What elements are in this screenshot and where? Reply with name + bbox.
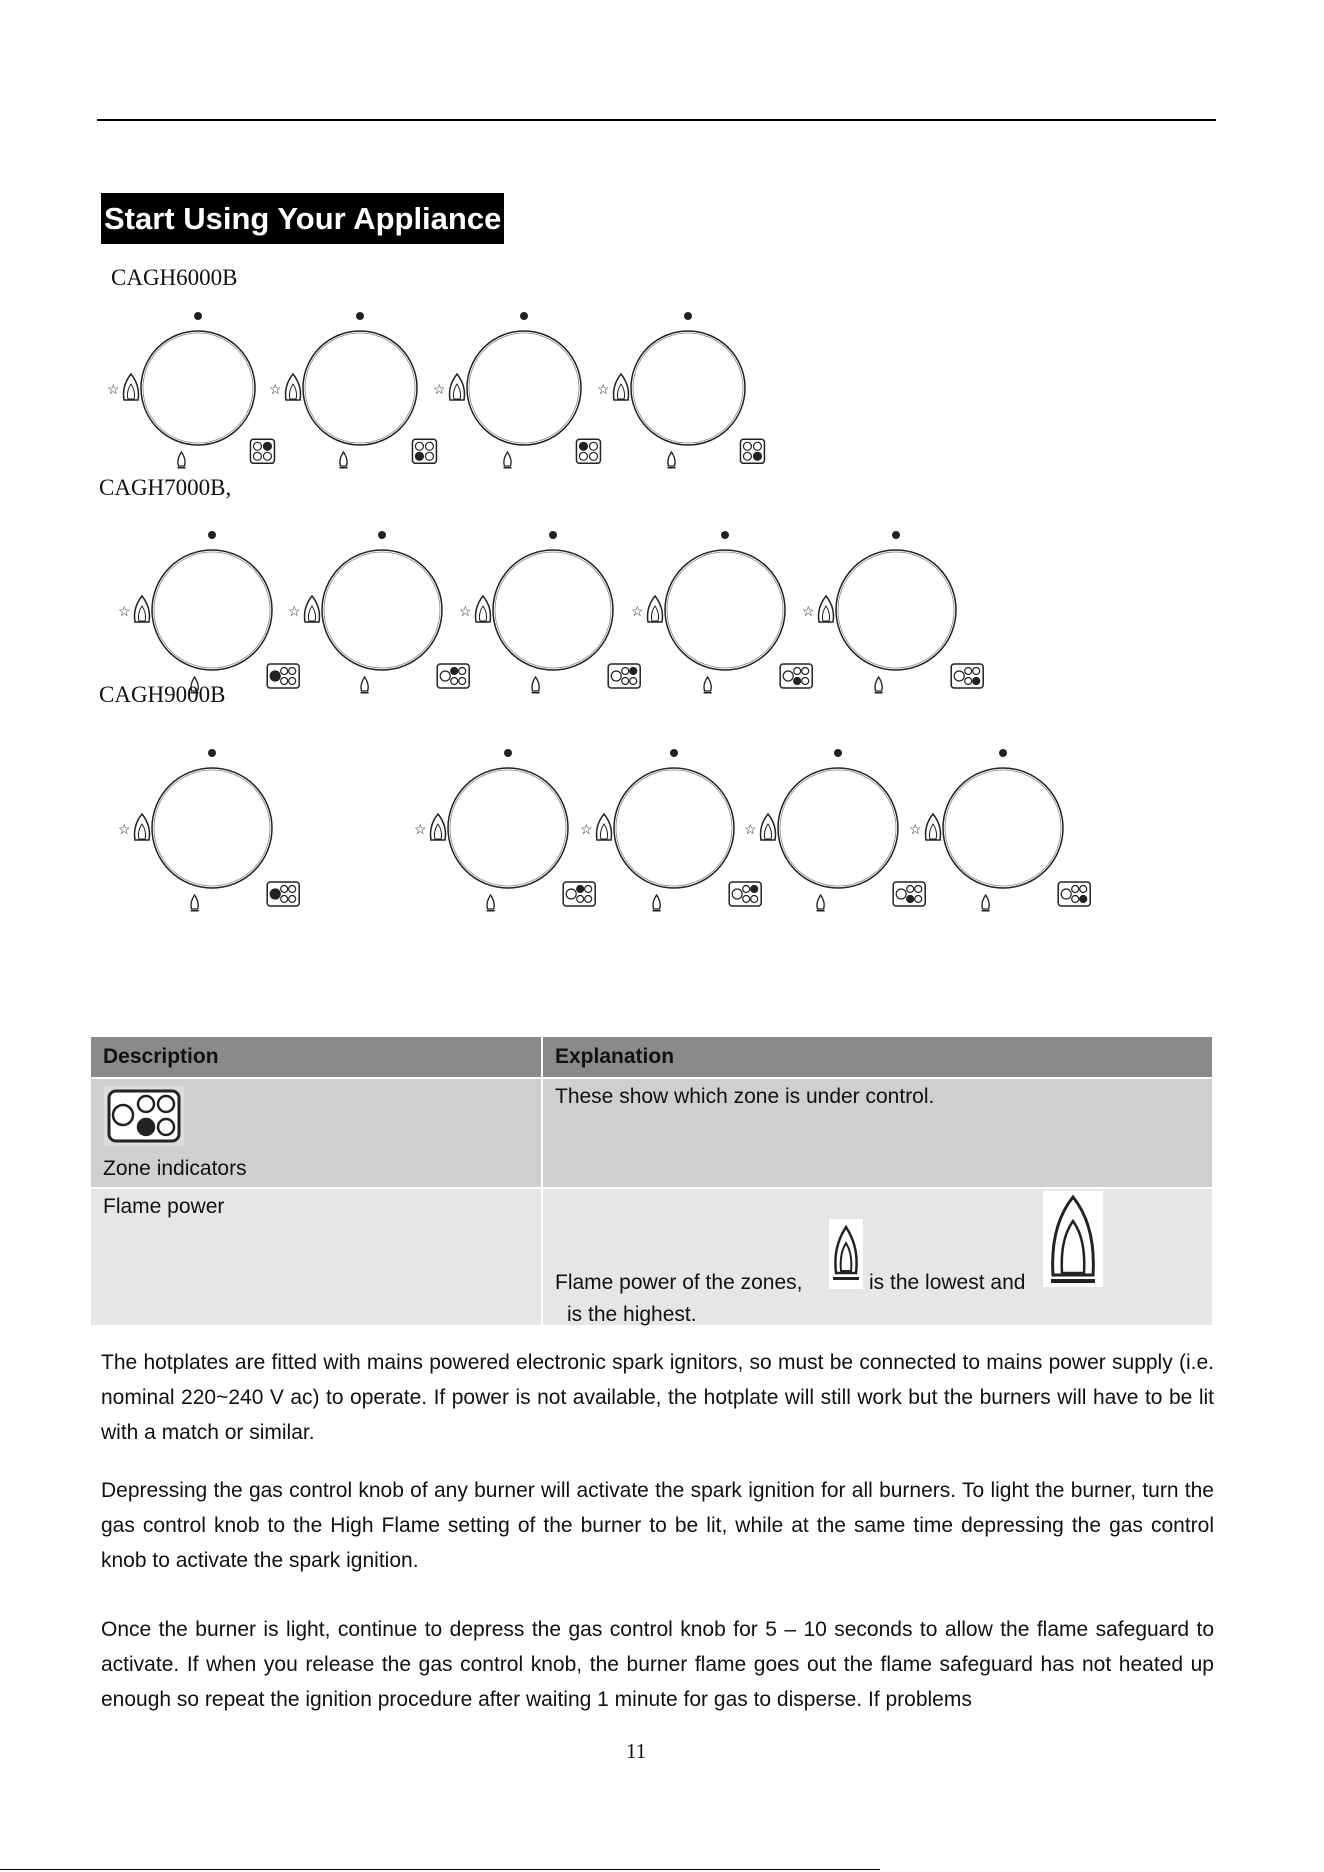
position-dot-icon: [208, 749, 216, 757]
position-dot-icon: [721, 531, 729, 539]
knob-icon: [631, 531, 812, 694]
knob-icon: [459, 531, 640, 694]
zone-indicator-icon: [412, 439, 436, 463]
ignition-star-icon: ☆: [909, 821, 922, 837]
zone-indicator-icon: [1058, 882, 1090, 906]
small-flame-icon: [704, 677, 712, 694]
position-dot-icon: [670, 749, 678, 757]
zone-indicator-icon: [437, 664, 469, 688]
knob-icon: [107, 312, 274, 469]
knob-icon: [802, 531, 983, 694]
position-dot-icon: [684, 312, 692, 320]
knob-icon: [118, 749, 299, 912]
page-number: 11: [626, 1739, 647, 1763]
large-flame-icon: [614, 374, 629, 400]
ignition-star-icon: ☆: [414, 821, 427, 837]
flame-power-text-2: is the lowest and: [869, 1271, 1026, 1294]
knob-icon: [269, 312, 436, 469]
zone-indicator-icon: [250, 439, 274, 463]
small-flame-icon: [817, 895, 825, 912]
ignition-star-icon: ☆: [802, 603, 815, 619]
small-flame-icon: [829, 1219, 863, 1289]
knob-icon: [118, 531, 299, 694]
paragraph-spark-ignitors: The hotplates are fitted with mains powered electronic spark ignitors, so must be connected to mains power supply (i.e. nominal 220~240 V ac) to operate. If power is not available, the hotplate will still work but the burners will have to be lit with a match or similar.: [101, 1351, 1214, 1444]
position-dot-icon: [549, 531, 557, 539]
zone-indicator-icon: [740, 439, 764, 463]
footer-rule: [0, 1869, 880, 1870]
paragraph-lighting: Depressing the gas control knob of any burner will activate the spark ignition for all burners. To light the burner, turn the gas control knob to the High Flame setting of the burner to be lit, while at the same time depressing the gas control knob to activate the spark ignition.: [101, 1479, 1214, 1572]
knob-icon: [744, 749, 925, 912]
table-header-description: Description: [90, 1036, 542, 1078]
ignition-star-icon: ☆: [580, 821, 593, 837]
position-dot-icon: [892, 531, 900, 539]
ignition-star-icon: ☆: [118, 821, 131, 837]
zone-indicator-icon: [893, 882, 925, 906]
knob-icon: [580, 749, 761, 912]
ignition-star-icon: ☆: [459, 603, 472, 619]
zone-indicator-icon: [563, 882, 595, 906]
ignition-star-icon: ☆: [118, 603, 131, 619]
large-flame-icon: [819, 596, 834, 622]
large-flame-icon: [124, 374, 139, 400]
zone-indicator-icon: [267, 882, 299, 906]
description-table: [89, 1035, 1214, 1327]
position-dot-icon: [504, 749, 512, 757]
flame-power-text-3: is the highest.: [567, 1303, 697, 1326]
zone-indicator-icon: [267, 664, 299, 688]
paragraph-flame-safeguard: Once the burner is light, continue to depress the gas control knob for 5 – 10 seconds to allow the flame safeguard to activate. If when you release the gas control knob, the burner flame goes out the flame safeguard has not heated up enough so repeat the ignition procedure after waiting 1 minute for gas to disperse. If problems: [101, 1618, 1214, 1711]
ignition-star-icon: ☆: [433, 381, 446, 397]
small-flame-icon: [982, 895, 990, 912]
model-label-cagh7000b: CAGH7000B,: [99, 475, 232, 500]
small-flame-icon: [191, 895, 199, 912]
knob-icon: [597, 312, 764, 469]
large-flame-icon: [761, 814, 776, 840]
position-dot-icon: [208, 531, 216, 539]
position-dot-icon: [834, 749, 842, 757]
zone-indicators-cell: [90, 1078, 542, 1188]
ignition-star-icon: ☆: [744, 821, 757, 837]
small-flame-icon: [487, 895, 495, 912]
position-dot-icon: [378, 531, 386, 539]
zone-indicator-icon: [951, 664, 983, 688]
knob-row-cagh7000b: [0, 505, 1324, 675]
large-flame-icon: [135, 596, 150, 622]
knob-icon: [414, 749, 595, 912]
large-flame-icon: [476, 596, 491, 622]
zone-indicator-icon: [608, 664, 640, 688]
small-flame-icon: [667, 452, 675, 469]
zone-indicators-explanation: These show which zone is under control.: [542, 1078, 1213, 1188]
large-flame-icon: [450, 374, 465, 400]
knob-row-cagh6000b: [0, 300, 1324, 470]
knob-icon: [909, 749, 1090, 912]
large-flame-icon: [431, 814, 446, 840]
ignition-star-icon: ☆: [269, 381, 282, 397]
zone-indicator-icon: [103, 1085, 185, 1147]
flame-power-label: Flame power: [90, 1188, 542, 1326]
small-flame-icon: [875, 677, 883, 694]
knob-icon: [433, 312, 600, 469]
large-flame-icon: [135, 814, 150, 840]
position-dot-icon: [356, 312, 364, 320]
table-row: [90, 1078, 1213, 1188]
small-flame-icon: [503, 452, 511, 469]
section-title: Start Using Your Appliance: [101, 193, 504, 244]
knob-icon: [288, 531, 469, 694]
zone-indicators-label: Zone indicators: [103, 1157, 247, 1180]
large-flame-icon: [597, 814, 612, 840]
small-flame-icon: [339, 452, 347, 469]
small-flame-icon: [177, 452, 185, 469]
ignition-star-icon: ☆: [107, 381, 120, 397]
position-dot-icon: [194, 312, 202, 320]
small-flame-icon: [653, 895, 661, 912]
large-flame-icon: [926, 814, 941, 840]
model-label-cagh9000b: CAGH9000B: [99, 682, 226, 707]
ignition-star-icon: ☆: [631, 603, 644, 619]
small-flame-icon: [361, 677, 369, 694]
zone-indicator-icon: [780, 664, 812, 688]
zone-indicator-icon: [576, 439, 600, 463]
table-header-explanation: Explanation: [542, 1036, 1213, 1078]
large-flame-icon: [286, 374, 301, 400]
zone-indicator-icon: [729, 882, 761, 906]
flame-power-explanation: [542, 1188, 1213, 1326]
ignition-star-icon: ☆: [597, 381, 610, 397]
ignition-star-icon: ☆: [288, 603, 301, 619]
small-flame-icon: [532, 677, 540, 694]
model-label-cagh6000b: CAGH6000B: [111, 265, 238, 290]
position-dot-icon: [520, 312, 528, 320]
large-flame-icon: [305, 596, 320, 622]
knob-row-cagh9000b: [0, 725, 1324, 895]
large-flame-icon: [648, 596, 663, 622]
header-rule: [97, 119, 1216, 121]
table-row: [90, 1188, 1213, 1326]
position-dot-icon: [999, 749, 1007, 757]
flame-power-text-1: Flame power of the zones,: [555, 1271, 803, 1294]
large-flame-icon: [1043, 1191, 1103, 1287]
